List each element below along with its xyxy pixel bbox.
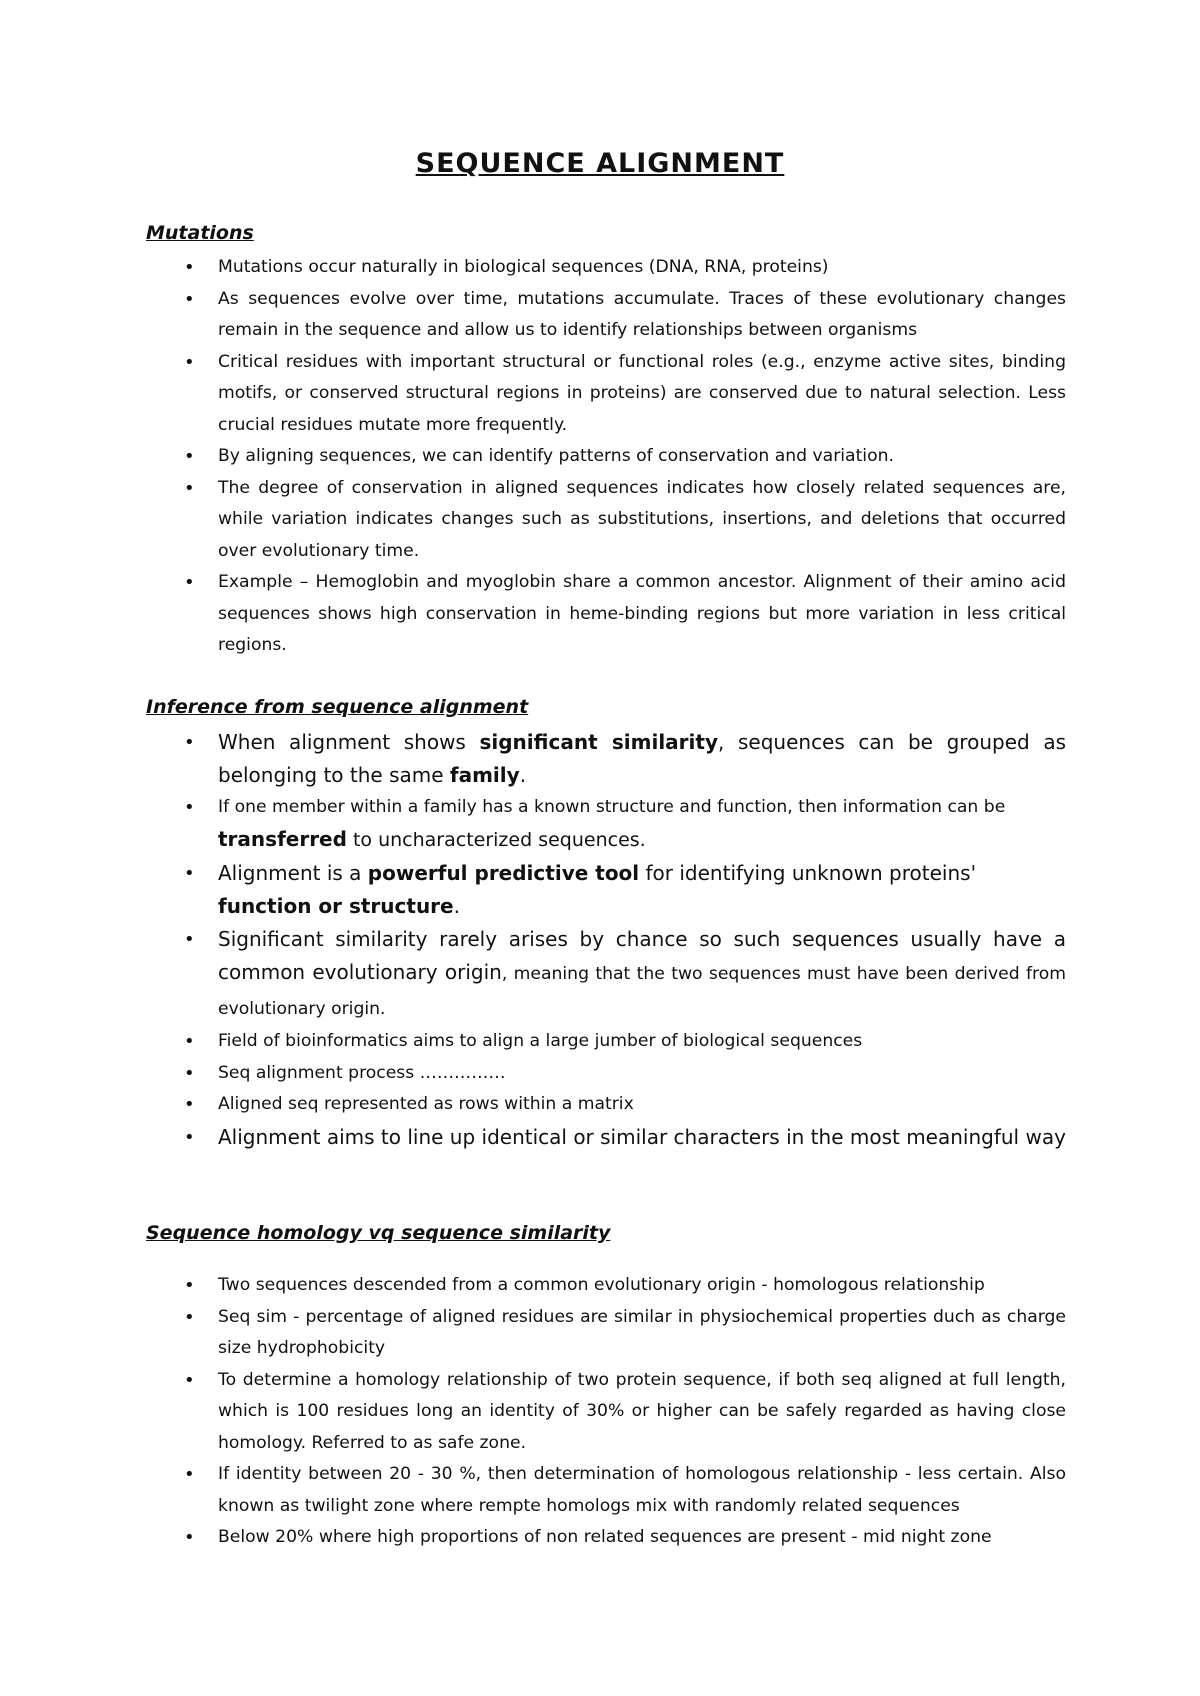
list-item: • Field of bioinformatics aims to align a large jumber of biological sequences [146, 1026, 1066, 1058]
emphasis-text: function or structure [218, 894, 454, 918]
list-item: • Critical residues with important structural or functional roles (e.g., enzyme active sites, binding motifs, or conserved structural regions in proteins) are conserved due to natural selection. Less crucial residues mutate more frequently. [146, 347, 1066, 442]
list-item: • To determine a homology relationship of two protein sequence, if both seq aligned at full length, which is 100 residues long an identity of 30% or higher can be safely regarded as having close homology. Referred to as safe zone. [146, 1365, 1066, 1460]
list-item: • Aligned seq represented as rows within a matrix [146, 1089, 1066, 1121]
section-heading-mutations: Mutations [146, 222, 254, 244]
list-item: • By aligning sequences, we can identify patterns of conservation and variation. [146, 441, 1066, 473]
list-item: • Seq sim - percentage of aligned residues are similar in physiochemical properties duch as charge size hydrophobicity [146, 1302, 1066, 1365]
list-item [146, 792, 1066, 857]
list-item: • Below 20% where high proportions of non related sequences are present - mid night zone [146, 1522, 1066, 1554]
list-item: • If identity between 20 - 30 %, then determination of homologous relationship - less certain. Also known as twilight zone where rempte homologs mix with randomly related sequences [146, 1459, 1066, 1522]
emphasis-text: powerful predictive tool [367, 861, 640, 885]
item-text: , meaning that the two sequences must have been derived from evolutionary origin. [218, 964, 1066, 1019]
list-item: • The degree of conservation in aligned sequences indicates how closely related sequences are, while variation indicates changes such as substitutions, insertions, and deletions that occurred over evolutionary time. [146, 473, 1066, 568]
item-text: . [519, 763, 527, 787]
item-text: If one member within a family has a known structure and function, then information can be [218, 797, 1006, 817]
item-text: . [453, 894, 460, 918]
list-item: • Alignment aims to line up identical or similar characters in the most meaningful way [146, 1121, 1066, 1154]
item-text: , sequences can be grouped as belonging to the same [218, 730, 1066, 787]
section-heading-inference: Inference from sequence alignment [146, 696, 529, 718]
mutations-list [146, 252, 1066, 662]
list-item: • Mutations occur naturally in biological sequences (DNA, RNA, proteins) [146, 252, 1066, 284]
emphasis-text: family [449, 763, 520, 787]
item-text: Significant similarity rarely arises by chance so such sequences usually have a common evolutionary origin [218, 927, 1066, 984]
list-item: • As sequences evolve over time, mutations accumulate. Traces of these evolutionary changes remain in the sequence and allow us to identify relationships between organisms [146, 284, 1066, 347]
inference-list [146, 726, 1066, 1154]
item-text: Alignment is a [218, 861, 368, 885]
item-text: for identifying unknown proteins' [639, 861, 977, 885]
list-item [146, 726, 1066, 792]
list-item: • Example – Hemoglobin and myoglobin share a common ancestor. Alignment of their amino acid sequences shows high conservation in heme-binding regions but more variation in less critical regions. [146, 567, 1066, 662]
section-heading-homology: Sequence homology vq sequence similarity [146, 1222, 611, 1244]
page-title: SEQUENCE ALIGNMENT [415, 148, 785, 179]
list-item [146, 857, 1066, 923]
list-item [146, 923, 1066, 1026]
emphasis-text: transferred [218, 826, 347, 851]
list-item: • Two sequences descended from a common evolutionary origin - homologous relationship [146, 1270, 1066, 1302]
homology-list [146, 1270, 1066, 1554]
item-text: to uncharacterized sequences. [346, 828, 646, 851]
item-text: When alignment shows [218, 730, 480, 754]
emphasis-text: significant similarity [479, 730, 718, 754]
list-item: • Seq alignment process …………… [146, 1058, 1066, 1090]
